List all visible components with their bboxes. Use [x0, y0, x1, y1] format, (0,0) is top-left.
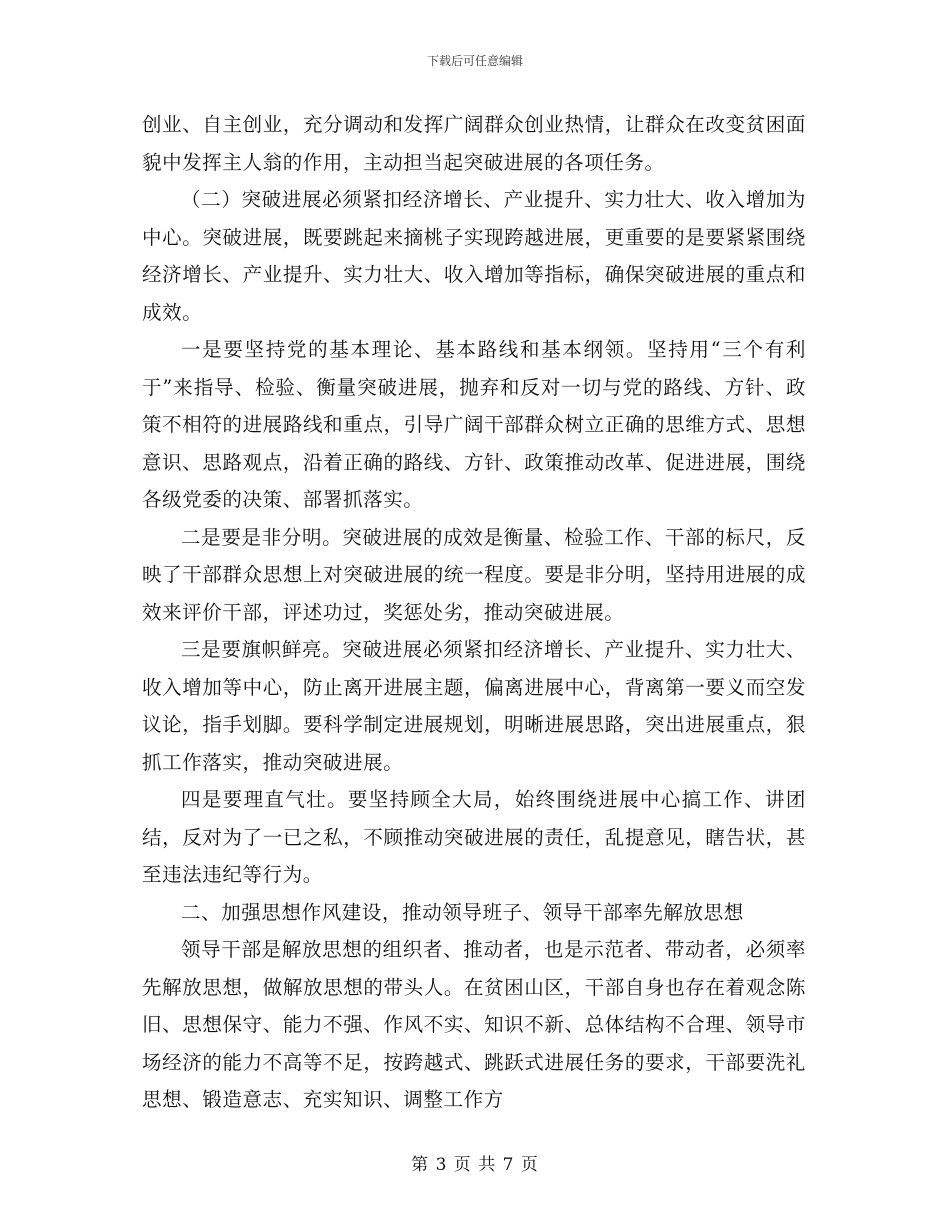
paragraph-section-two: （二）突破进展必须紧扣经济增长、产业提升、实力壮大、收入增加为中心。突破进展，既要跳起来摘桃子实现跨越进展，更重要的是要紧紧围绕经济增长、产业提升、实力壮大、收入增加等指标，确保突破进展的重点和成效。 — [142, 188, 806, 324]
paragraph-leadership: 领导干部是解放思想的组织者、推动者，也是示范者、带动者，必须率先解放思想，做解放思想的带头人。在贫困山区，干部自身也存在着观念陈旧、思想保守、能力不强、作风不实、知识不新、总体结构不合理、领导市场经济的能力不高等不足，按跨越式、跳跃式进展任务的要求，干部要洗礼思想、锻造意志、充实知识、调整工作方 — [142, 938, 806, 1111]
section-heading-two: 二、加强思想作风建设，推动领导班子、领导干部率先解放思想 — [181, 900, 744, 924]
paragraph-point-two: 二是要是非分明。突破进展的成效是衡量、检验工作、干部的标尺，反映了干部群众思想上对突破进展的统一程度。要是非分明，坚持用进展的成效来评价干部，评述功过，奖惩处劣，推动突破进展。 — [142, 525, 806, 624]
page-header-note: 下载后可任意编辑 — [426, 54, 523, 68]
paragraph-point-three: 三是要旗帜鲜亮。突破进展必须紧扣经济增长、产业提升、实力壮大、收入增加等中心，防止离开进展主题，偏离进展中心，背离第一要义而空发议论，指手划脚。要科学制定进展规划，明晰进展思路，突出进展重点，狠抓工作落实，推动突破进展。 — [142, 638, 806, 774]
paragraph-point-four: 四是要理直气壮。要坚持顾全大局，始终围绕进展中心搞工作、讲团结，反对为了一已之私，不顾推动突破进展的责任，乱提意见，瞎告状，甚至违法违纪等行为。 — [142, 788, 806, 886]
paragraph-continuation: 创业、自主创业，充分调动和发挥广阔群众创业热情，让群众在改变贫困面貌中发挥主人翁的作用，主动担当起突破进展的各项任务。 — [142, 113, 806, 174]
page-number: 第 3 页 共 7 页 — [411, 1155, 539, 1175]
paragraph-point-one: 一是要坚持党的基本理论、基本路线和基本纲领。坚持用“三个有利于”来指导、检验、衡量突破进展，抛弃和反对一切与党的路线、方针、政策不相符的进展路线和重点，引导广阔干部群众树立正确的思维方式、思想意识、思路观点，沿着正确的路线、方针、政策推动改革、促进进展，围绕各级党委的决策、部署抓落实。 — [142, 338, 806, 511]
document-body — [142, 106, 806, 1119]
